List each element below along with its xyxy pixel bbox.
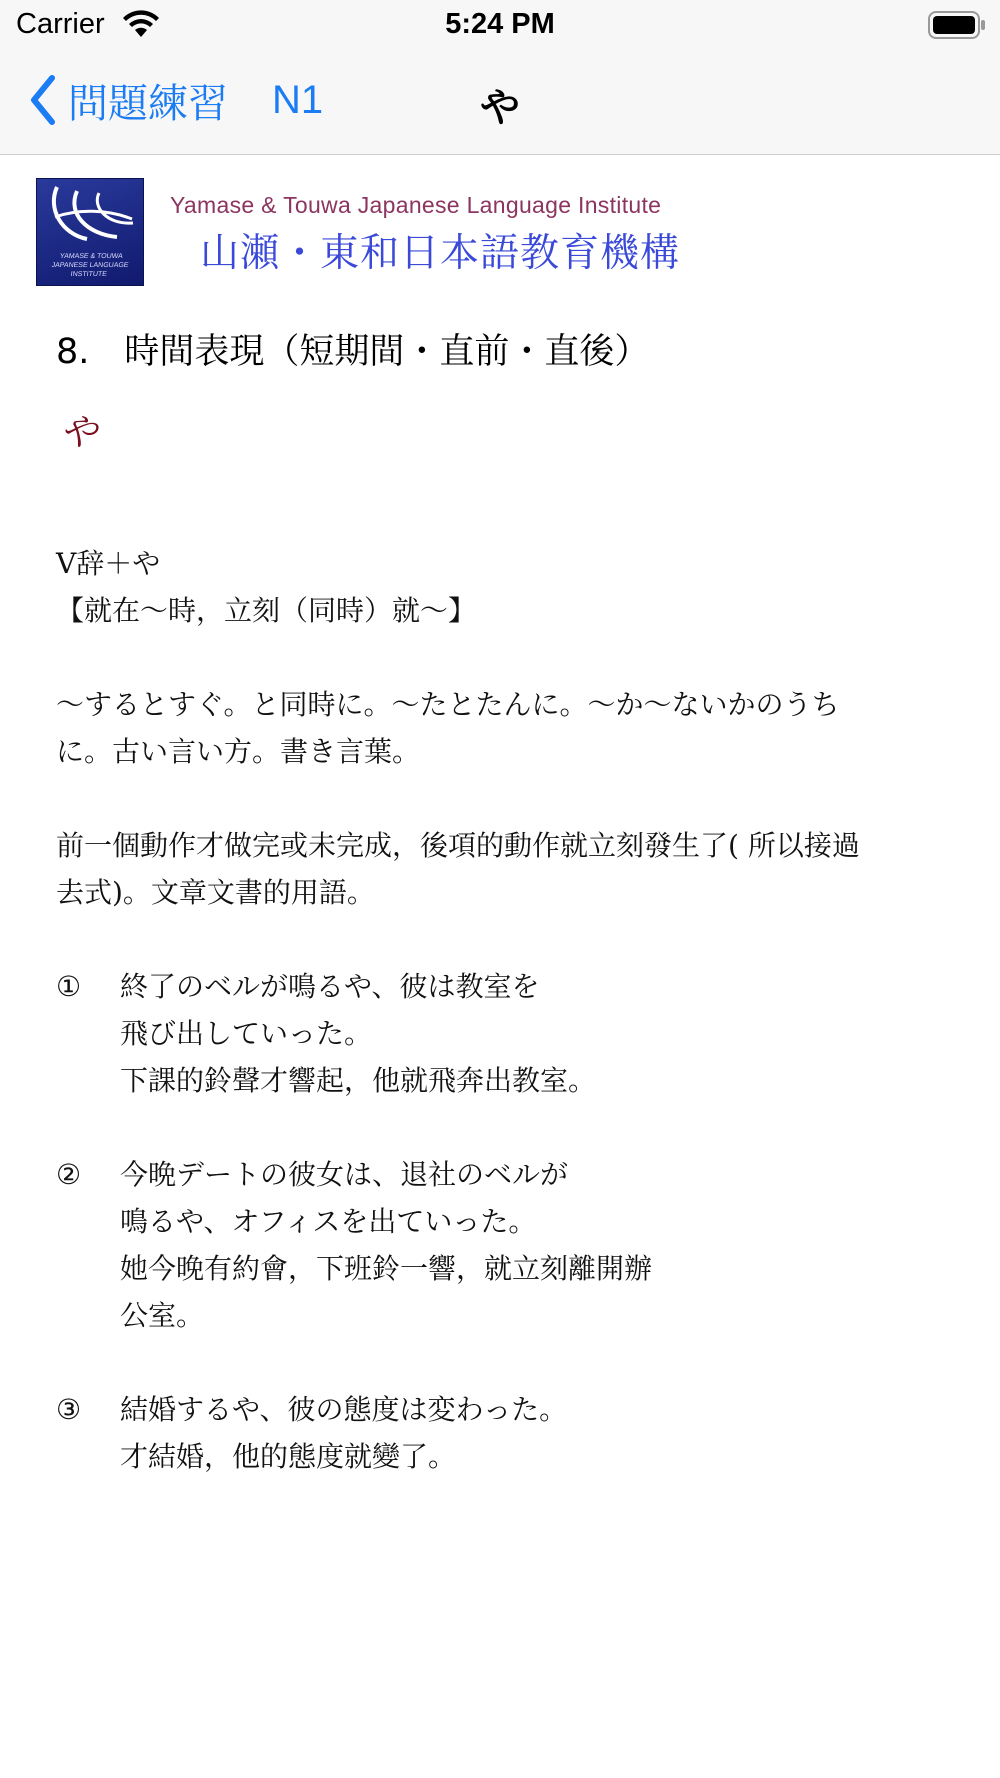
example-line: 結婚するや、彼の態度は変わった。 xyxy=(120,1393,568,1426)
example-sentence xyxy=(56,963,966,1104)
status-time: 5:24 PM xyxy=(445,8,555,40)
example-number: ③ xyxy=(56,1393,82,1426)
logo-swirl-icon xyxy=(37,179,143,259)
example-translation: 公室。 xyxy=(120,1299,205,1332)
status-bar xyxy=(0,0,1000,50)
battery-icon xyxy=(928,10,986,40)
example-line: 終了のベルが鳴るや、彼は教室を xyxy=(120,970,540,1003)
example-sentence xyxy=(56,1386,966,1480)
institute-logo xyxy=(36,178,144,286)
example-number: ② xyxy=(56,1158,82,1191)
example-line: 飛び出していった。 xyxy=(120,1017,373,1050)
grammar-headword: や xyxy=(60,411,97,454)
back-button[interactable] xyxy=(28,72,323,128)
example-translation: 才結婚，他的態度就變了。 xyxy=(120,1440,457,1473)
section-title: 8. 時間表現（短期間・直前・直後） xyxy=(56,332,650,372)
level-label: N1 xyxy=(272,77,324,122)
example-number: ① xyxy=(56,970,82,1003)
grammar-pattern: V辞＋や xyxy=(56,547,161,580)
logo-text-line2: JAPANESE LANGUAGE INSTITUTE xyxy=(51,262,129,278)
navigation-bar xyxy=(0,50,1000,155)
logo-text-line1: YAMASE & TOUWA xyxy=(59,253,124,260)
example-sentence xyxy=(56,1151,966,1339)
nav-title: や xyxy=(480,85,520,131)
logo-caption xyxy=(35,252,145,279)
example-line: 今晩デートの彼女は、退社のベルが xyxy=(120,1158,569,1191)
explanation-jp-line: に。古い言い方。書き言葉。 xyxy=(56,735,421,768)
example-line: 鳴るや、オフィスを出ていった。 xyxy=(120,1205,537,1238)
example-translation: 她今晚有約會，下班鈴一響，就立刻離開辦 xyxy=(120,1252,653,1285)
chevron-left-icon xyxy=(28,74,58,126)
carrier-label: Carrier xyxy=(16,8,105,40)
institute-name-japanese: 山瀬・東和日本語教育機構 xyxy=(200,231,681,276)
explanation-jp-line: 〜するとすぐ。と同時に。〜たとたんに。〜か〜ないかのうち xyxy=(56,688,840,721)
explanation-zh-line: 去式)。文章文書的用語。 xyxy=(56,876,375,909)
institute-name-english: Yamase & Touwa Japanese Language Institute xyxy=(170,192,662,218)
lesson-content xyxy=(56,540,966,1480)
explanation-zh-line: 前一個動作才做完或未完成，後項的動作就立刻發生了( 所以接過 xyxy=(56,829,860,862)
back-label: 問題練習 xyxy=(68,80,228,127)
example-translation: 下課的鈴聲才響起，他就飛奔出教室。 xyxy=(120,1064,597,1097)
pattern-meaning: 【就在〜時，立刻（同時）就〜】 xyxy=(56,594,477,627)
